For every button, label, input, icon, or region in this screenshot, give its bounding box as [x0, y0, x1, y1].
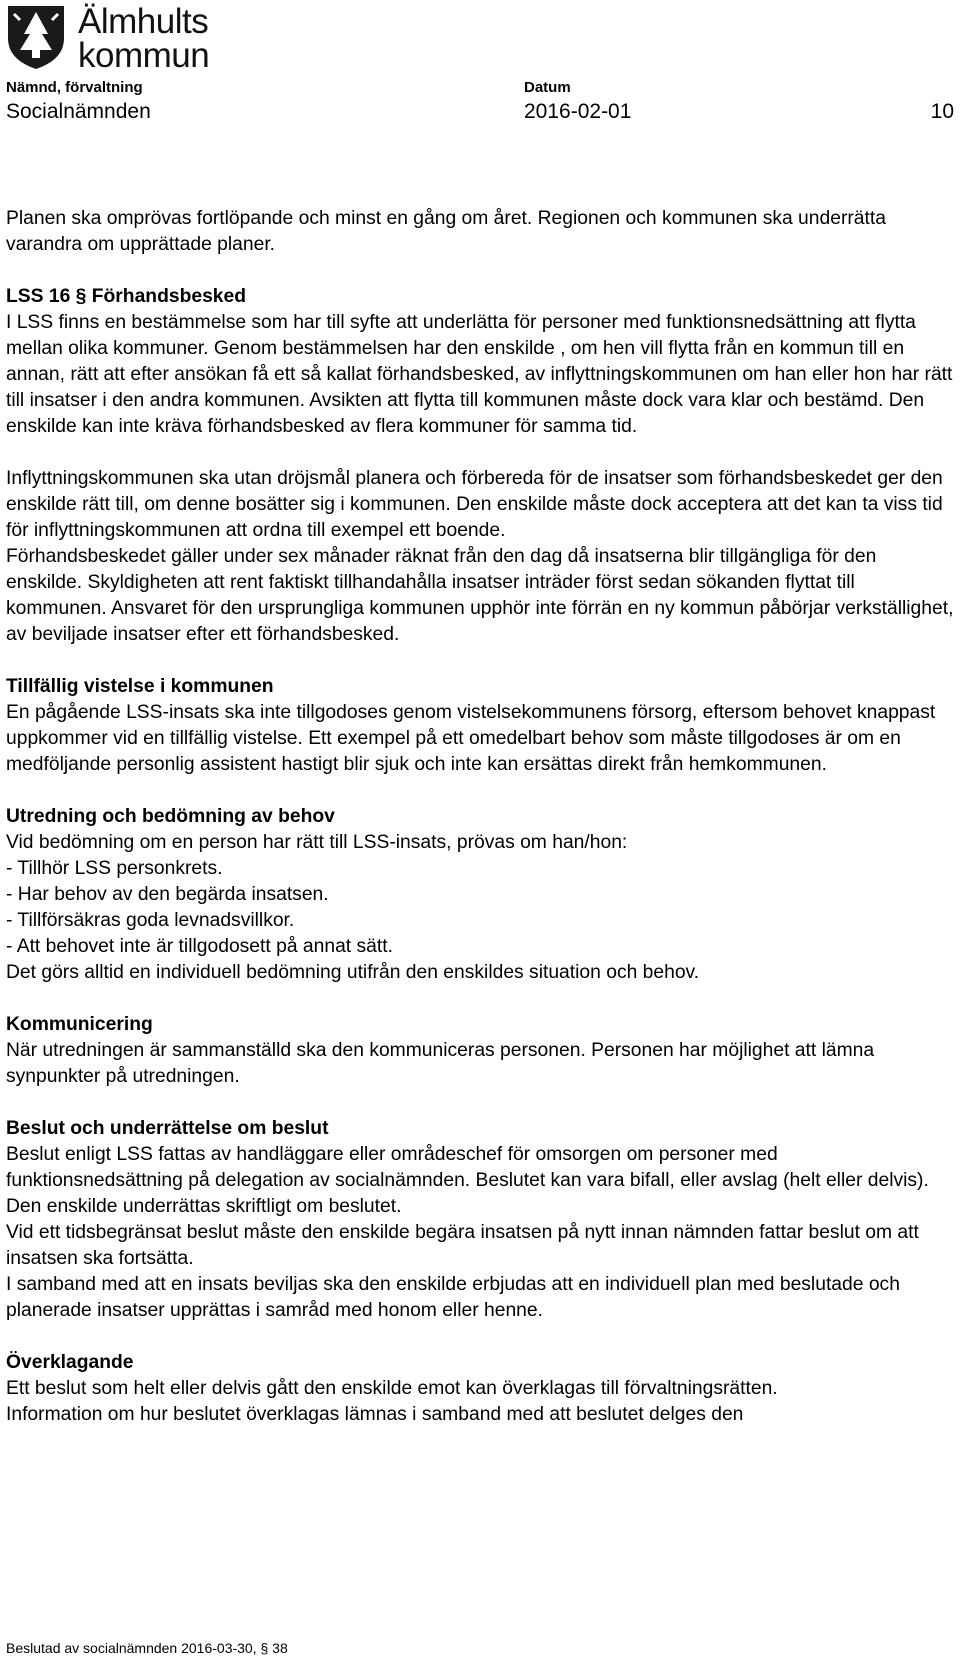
list-item: - Att behovet inte är tillgodosett på annat sätt. — [6, 936, 393, 957]
section-heading: Tillfällig vistelse i kommunen — [6, 676, 274, 697]
section-heading: Kommunicering — [6, 1014, 153, 1035]
org-label: Nämnd, förvaltning — [6, 79, 143, 96]
list-item: - Tillhör LSS personkrets. — [6, 858, 223, 879]
logo-line-2: kommun — [78, 36, 210, 75]
paragraph: När utredningen är sammanställd ska den kommuniceras personen. Personen har möjlighet att lämna synpunkter på utredningen. — [6, 1040, 875, 1087]
paragraph: Beslut enligt LSS fattas av handläggare eller områdeschef för omsorgen om personer med funktionsnedsättning på delegation av socialnämnden. Beslutet kan vara bifall, eller avslag (helt eller delvis). — [6, 1144, 929, 1191]
section-heading: Överklagande — [6, 1352, 134, 1373]
logo-line-1: Älmhults — [78, 2, 209, 41]
paragraph: Vid bedömning om en person har rätt till LSS-insats, prövas om han/hon: — [6, 832, 628, 853]
paragraph: Ett beslut som helt eller delvis gått den enskilde emot kan överklagas till förvaltningsrätten. — [6, 1378, 778, 1399]
footer-note: Beslutad av socialnämnden 2016-03-30, § 38 — [6, 1640, 288, 1656]
date-value: 2016-02-01 — [524, 100, 632, 123]
section-heading: Beslut och underrättelse om beslut — [6, 1118, 329, 1139]
list-item: - Tillförsäkras goda levnadsvillkor. — [6, 910, 295, 931]
date-label: Datum — [524, 79, 571, 96]
paragraph: Information om hur beslutet överklagas lämnas i samband med att beslutet delges den — [6, 1404, 744, 1425]
paragraph: Den enskilde underrättas skriftligt om beslutet. — [6, 1196, 402, 1217]
section-heading: Utredning och bedömning av behov — [6, 806, 335, 827]
paragraph: Inflyttningskommunen ska utan dröjsmål planera och förbereda för de insatser som förhandsbeskedet ger den enskilde rätt till, om denne bosätter sig i kommunen. Den enskilde måste dock acceptera att det kan ta viss tid för inflyttningskommunen att ordna till exempel ett boende. — [6, 468, 943, 541]
paragraph: Planen ska omprövas fortlöpande och minst en gång om året. Regionen och kommunen ska underrätta varandra om upprättade planer. — [6, 208, 886, 255]
list-item: - Har behov av den begärda insatsen. — [6, 884, 329, 905]
paragraph: Vid ett tidsbegränsat beslut måste den enskilde begära insatsen på nytt innan nämnden fattar beslut om att insatsen ska fortsätta. — [6, 1222, 919, 1269]
municipality-logo — [4, 2, 234, 75]
paragraph: I LSS finns en bestämmelse som har till syfte att underlätta för personer med funktionsnedsättning att flytta mellan olika kommuner. Genom bestämmelsen har den enskilde , om hen vill flytta från en kommun till en annan, rätt att efter ansökan få ett så kallat förhandsbesked, av inflyttningskommunen om han eller hon har rätt till insatser i den andra kommunen. Avsikten att flytta till kommunen måste dock vara klar och bestämd. Den enskilde kan inte kräva förhandsbesked av flera kommuner för samma tid. — [6, 312, 953, 437]
page-number: 10 — [930, 100, 954, 123]
paragraph: En pågående LSS-insats ska inte tillgodoses genom vistelsekommunens försorg, eftersom behovet knappast uppkommer vid en tillfällig vistelse. Ett exempel på ett omedelbart behov som måste tillgodoses är om en medföljande personlig assistent hastigt blir sjuk och inte kan ersättas direkt från hemkommunen. — [6, 702, 936, 775]
paragraph: Det görs alltid en individuell bedömning utifrån den enskildes situation och behov. — [6, 962, 700, 983]
paragraph: I samband med att en insats beviljas ska den enskilde erbjudas att en individuell plan med beslutade och planerade insatser upprättas i samråd med honom eller henne. — [6, 1274, 900, 1321]
paragraph: Förhandsbeskedet gäller under sex månader räknat från den dag då insatserna blir tillgängliga för den enskilde. Skyldigheten att rent faktiskt tillhandahålla insatser inträder först sedan sökanden flyttat till kommunen. Ansvaret för den ursprungliga kommunen upphör inte förrän en ny kommun påbörjar verkställighet, av beviljade insatser efter ett förhandsbesked. — [6, 546, 954, 645]
org-value: Socialnämnden — [6, 100, 151, 123]
coat-of-arms-icon — [4, 4, 68, 70]
document-body — [6, 206, 956, 1428]
section-heading: LSS 16 § Förhandsbesked — [6, 286, 247, 307]
